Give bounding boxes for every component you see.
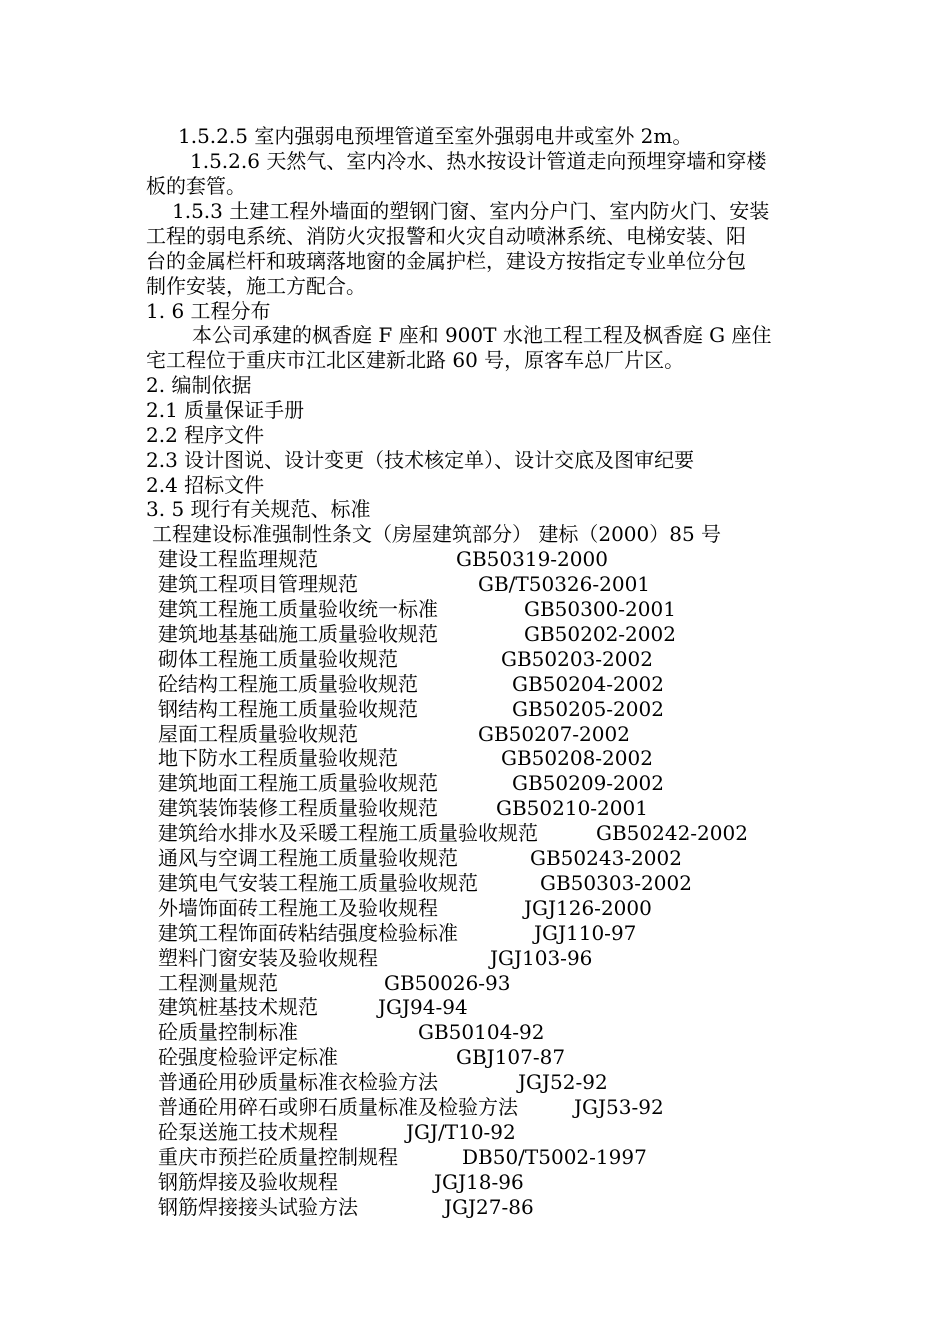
standard-row (158, 572, 651, 597)
standard-row (158, 1120, 516, 1145)
para-1-5-2-6-line2: 板的套管。 (146, 174, 246, 198)
standard-name: 砼结构工程施工质量验收规范 (158, 672, 418, 696)
standard-code: GB50242-2002 (596, 821, 748, 845)
standard-name: 砼强度检验评定标准 (158, 1045, 338, 1069)
standard-code: GB50104-92 (418, 1020, 545, 1044)
standard-code: JGJ94-94 (378, 995, 468, 1019)
standard-line-mandatory: 工程建设标准强制性条文（房屋建筑部分） 建标（2000）85 号 (152, 522, 722, 546)
standard-row (158, 622, 676, 647)
standard-name: 地下防水工程质量验收规范 (158, 746, 398, 770)
standard-name: 普通砼用砂质量标准衣检验方法 (158, 1070, 438, 1094)
standard-code: GBJ107-87 (456, 1045, 566, 1069)
standard-name: 砼泵送施工技术规程 (158, 1120, 338, 1144)
standard-code: GB50319-2000 (456, 547, 608, 571)
standard-row (158, 746, 653, 771)
standard-code: GB/T50326-2001 (478, 572, 651, 596)
item-2-2: 2.2 程序文件 (146, 423, 265, 447)
para-1-5-3-line2: 工程的弱电系统、消防火灾报警和火灾自动喷淋系统、电梯安装、阳 (146, 224, 746, 248)
standard-row (158, 796, 648, 821)
standard-row (158, 995, 468, 1020)
standard-name: 建筑地面工程施工质量验收规范 (158, 771, 438, 795)
standard-name: 建筑装饰装修工程质量验收规范 (158, 796, 438, 820)
standard-code: GB50303-2002 (540, 871, 692, 895)
standard-name: 建筑地基基础施工质量验收规范 (158, 622, 438, 646)
standard-row (158, 647, 653, 672)
standard-code: JGJ103-96 (490, 946, 593, 970)
standard-name: 建筑给水排水及采暖工程施工质量验收规范 (158, 821, 538, 845)
standard-code: GB50208-2002 (501, 746, 653, 770)
standard-row (158, 771, 664, 796)
standard-row (158, 697, 664, 722)
heading-1-6: 1. 6 工程分布 (146, 299, 271, 323)
standard-code: GB50207-2002 (478, 722, 630, 746)
standard-code: GB50205-2002 (512, 697, 664, 721)
standard-row (158, 1020, 545, 1045)
standard-code: GB50243-2002 (530, 846, 682, 870)
standard-code: GB50204-2002 (512, 672, 664, 696)
standard-code: GB50203-2002 (501, 647, 653, 671)
standard-code: GB50300-2001 (524, 597, 676, 621)
standard-name: 砼质量控制标准 (158, 1020, 298, 1044)
para-1-5-3-line4: 制作安装，施工方配合。 (146, 274, 366, 298)
item-2-3: 2.3 设计图说、设计变更（技术核定单）、设计交底及图审纪要 (146, 448, 695, 472)
standard-name: 重庆市预拦砼质量控制规程 (158, 1145, 398, 1169)
standard-row (158, 821, 748, 846)
heading-2: 2. 编制依据 (146, 373, 252, 397)
standard-code: GB50209-2002 (512, 771, 664, 795)
standard-row (158, 896, 652, 921)
standard-name: 砌体工程施工质量验收规范 (158, 647, 398, 671)
standard-name: 建筑桩基技术规范 (158, 995, 318, 1019)
standard-name: 建筑电气安装工程施工质量验收规范 (158, 871, 478, 895)
standard-name: 建筑工程饰面砖粘结强度检验标准 (158, 921, 458, 945)
para-1-5-3-line1: 1.5.3 土建工程外墙面的塑钢门窗、室内分户门、室内防火门、安装 (172, 199, 770, 223)
para-1-5-3-line3: 台的金属栏杆和玻璃落地窗的金属护栏，建设方按指定专业单位分包 (146, 249, 746, 273)
standard-row (158, 1095, 664, 1120)
standard-code: GB50202-2002 (524, 622, 676, 646)
para-1-5-2-5: 1.5.2.5 室内强弱电预埋管道至室外强弱电井或室外 2m。 (178, 124, 693, 148)
standard-name: 建设工程监理规范 (158, 547, 318, 571)
standard-code: JGJ53-92 (574, 1095, 664, 1119)
standard-name: 钢结构工程施工质量验收规范 (158, 697, 418, 721)
para-1-6-line2: 宅工程位于重庆市江北区建新北路 60 号，原客车总厂片区。 (146, 348, 685, 372)
standard-row (158, 1195, 534, 1220)
standard-name: 建筑工程施工质量验收统一标准 (158, 597, 438, 621)
standard-row (158, 1145, 647, 1170)
item-2-4: 2.4 招标文件 (146, 473, 265, 497)
standard-row (158, 1070, 608, 1095)
standard-code: JGJ110-97 (534, 921, 637, 945)
standard-row (158, 871, 692, 896)
para-1-6-line1: 本公司承建的枫香庭 F 座和 900T 水池工程工程及枫香庭 G 座住 (192, 323, 772, 347)
standard-row (158, 1170, 524, 1195)
standard-code: GB50210-2001 (496, 796, 648, 820)
standard-name: 建筑工程项目管理规范 (158, 572, 358, 596)
para-1-5-2-6-line1: 1.5.2.6 天然气、室内冷水、热水按设计管道走向预埋穿墙和穿楼 (190, 149, 767, 173)
standard-code: JGJ52-92 (518, 1070, 608, 1094)
standard-name: 塑料门窗安装及验收规程 (158, 946, 378, 970)
standard-code: GB50026-93 (384, 971, 511, 995)
standard-name: 钢筋焊接及验收规程 (158, 1170, 338, 1194)
standard-row (158, 846, 682, 871)
standard-name: 钢筋焊接接头试验方法 (158, 1195, 358, 1219)
standard-name: 工程测量规范 (158, 971, 278, 995)
standard-code: DB50/T5002-1997 (462, 1145, 647, 1169)
standard-name: 普通砼用碎石或卵石质量标准及检验方法 (158, 1095, 518, 1119)
standard-row (158, 722, 630, 747)
standard-row (158, 921, 637, 946)
standard-row (158, 672, 664, 697)
standard-row (158, 946, 593, 971)
standard-code: JGJ18-96 (434, 1170, 524, 1194)
standard-code: JGJ126-2000 (524, 896, 652, 920)
standard-code: JGJ27-86 (444, 1195, 534, 1219)
standard-code: JGJ/T10-92 (406, 1120, 516, 1144)
heading-3-5: 3. 5 现行有关规范、标准 (146, 497, 371, 521)
standard-name: 外墙饰面砖工程施工及验收规程 (158, 896, 438, 920)
standard-name: 屋面工程质量验收规范 (158, 722, 358, 746)
standard-row (158, 971, 511, 996)
standard-row (158, 597, 676, 622)
standard-row (158, 1045, 566, 1070)
item-2-1: 2.1 质量保证手册 (146, 398, 305, 422)
standard-name: 通风与空调工程施工质量验收规范 (158, 846, 458, 870)
standard-row (158, 547, 608, 572)
